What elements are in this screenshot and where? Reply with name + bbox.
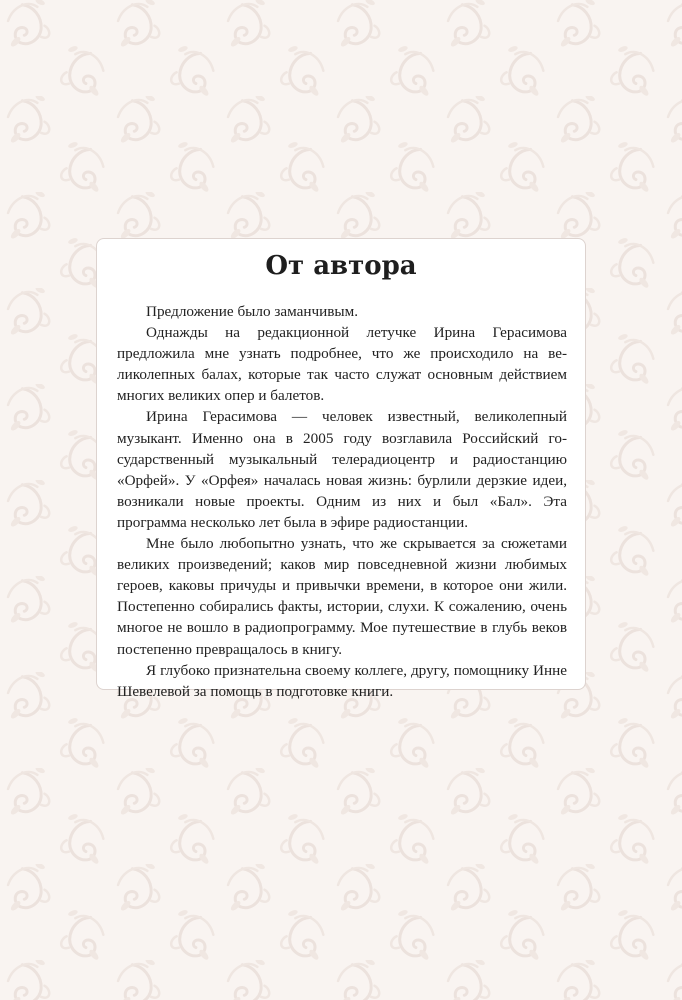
paragraph: Мне было любопытно узнать, что же скрывается за сюжетами великих произведений; каков мир повседневной жизни любимых героев, каковы причуды и привычки времени, в которое они жили. Постепенно собирались факты, истории, слухи. К сожалению, очень многое не вошло в радиопрограмму. Мое путешествие в глубь веков постепенно превращалось в книгу.: [117, 535, 567, 658]
paragraph: Ирина Герасимова — человек известный, великолепный музыкант. Именно она в 2005 году возглавила Российский государственный музыкальный телерадиоцентр и радиостанцию «Орфей». У «Орфея» началась новая жизнь: бурлили дерзкие идеи, возникали новые проекты. Одним из них и был «Бал». Эта программа несколько лет была в эфире радиостанции.: [117, 408, 567, 531]
paragraph: Предложение было заманчивым.: [146, 303, 359, 320]
page-title: От автора: [265, 251, 417, 281]
paragraph: Однажды на редакционной летучке Ирина Герасимова предложила мне узнать подробнее, что же происходило на великолепных балах, которые так часто служат основным действием многих великих опер и балетов.: [117, 324, 567, 405]
paragraph: Я глубоко признательна своему коллеге, другу, помощнику Инне Шевелевой за помощь в подготовке книги.: [117, 661, 567, 700]
article-body: [117, 301, 567, 702]
